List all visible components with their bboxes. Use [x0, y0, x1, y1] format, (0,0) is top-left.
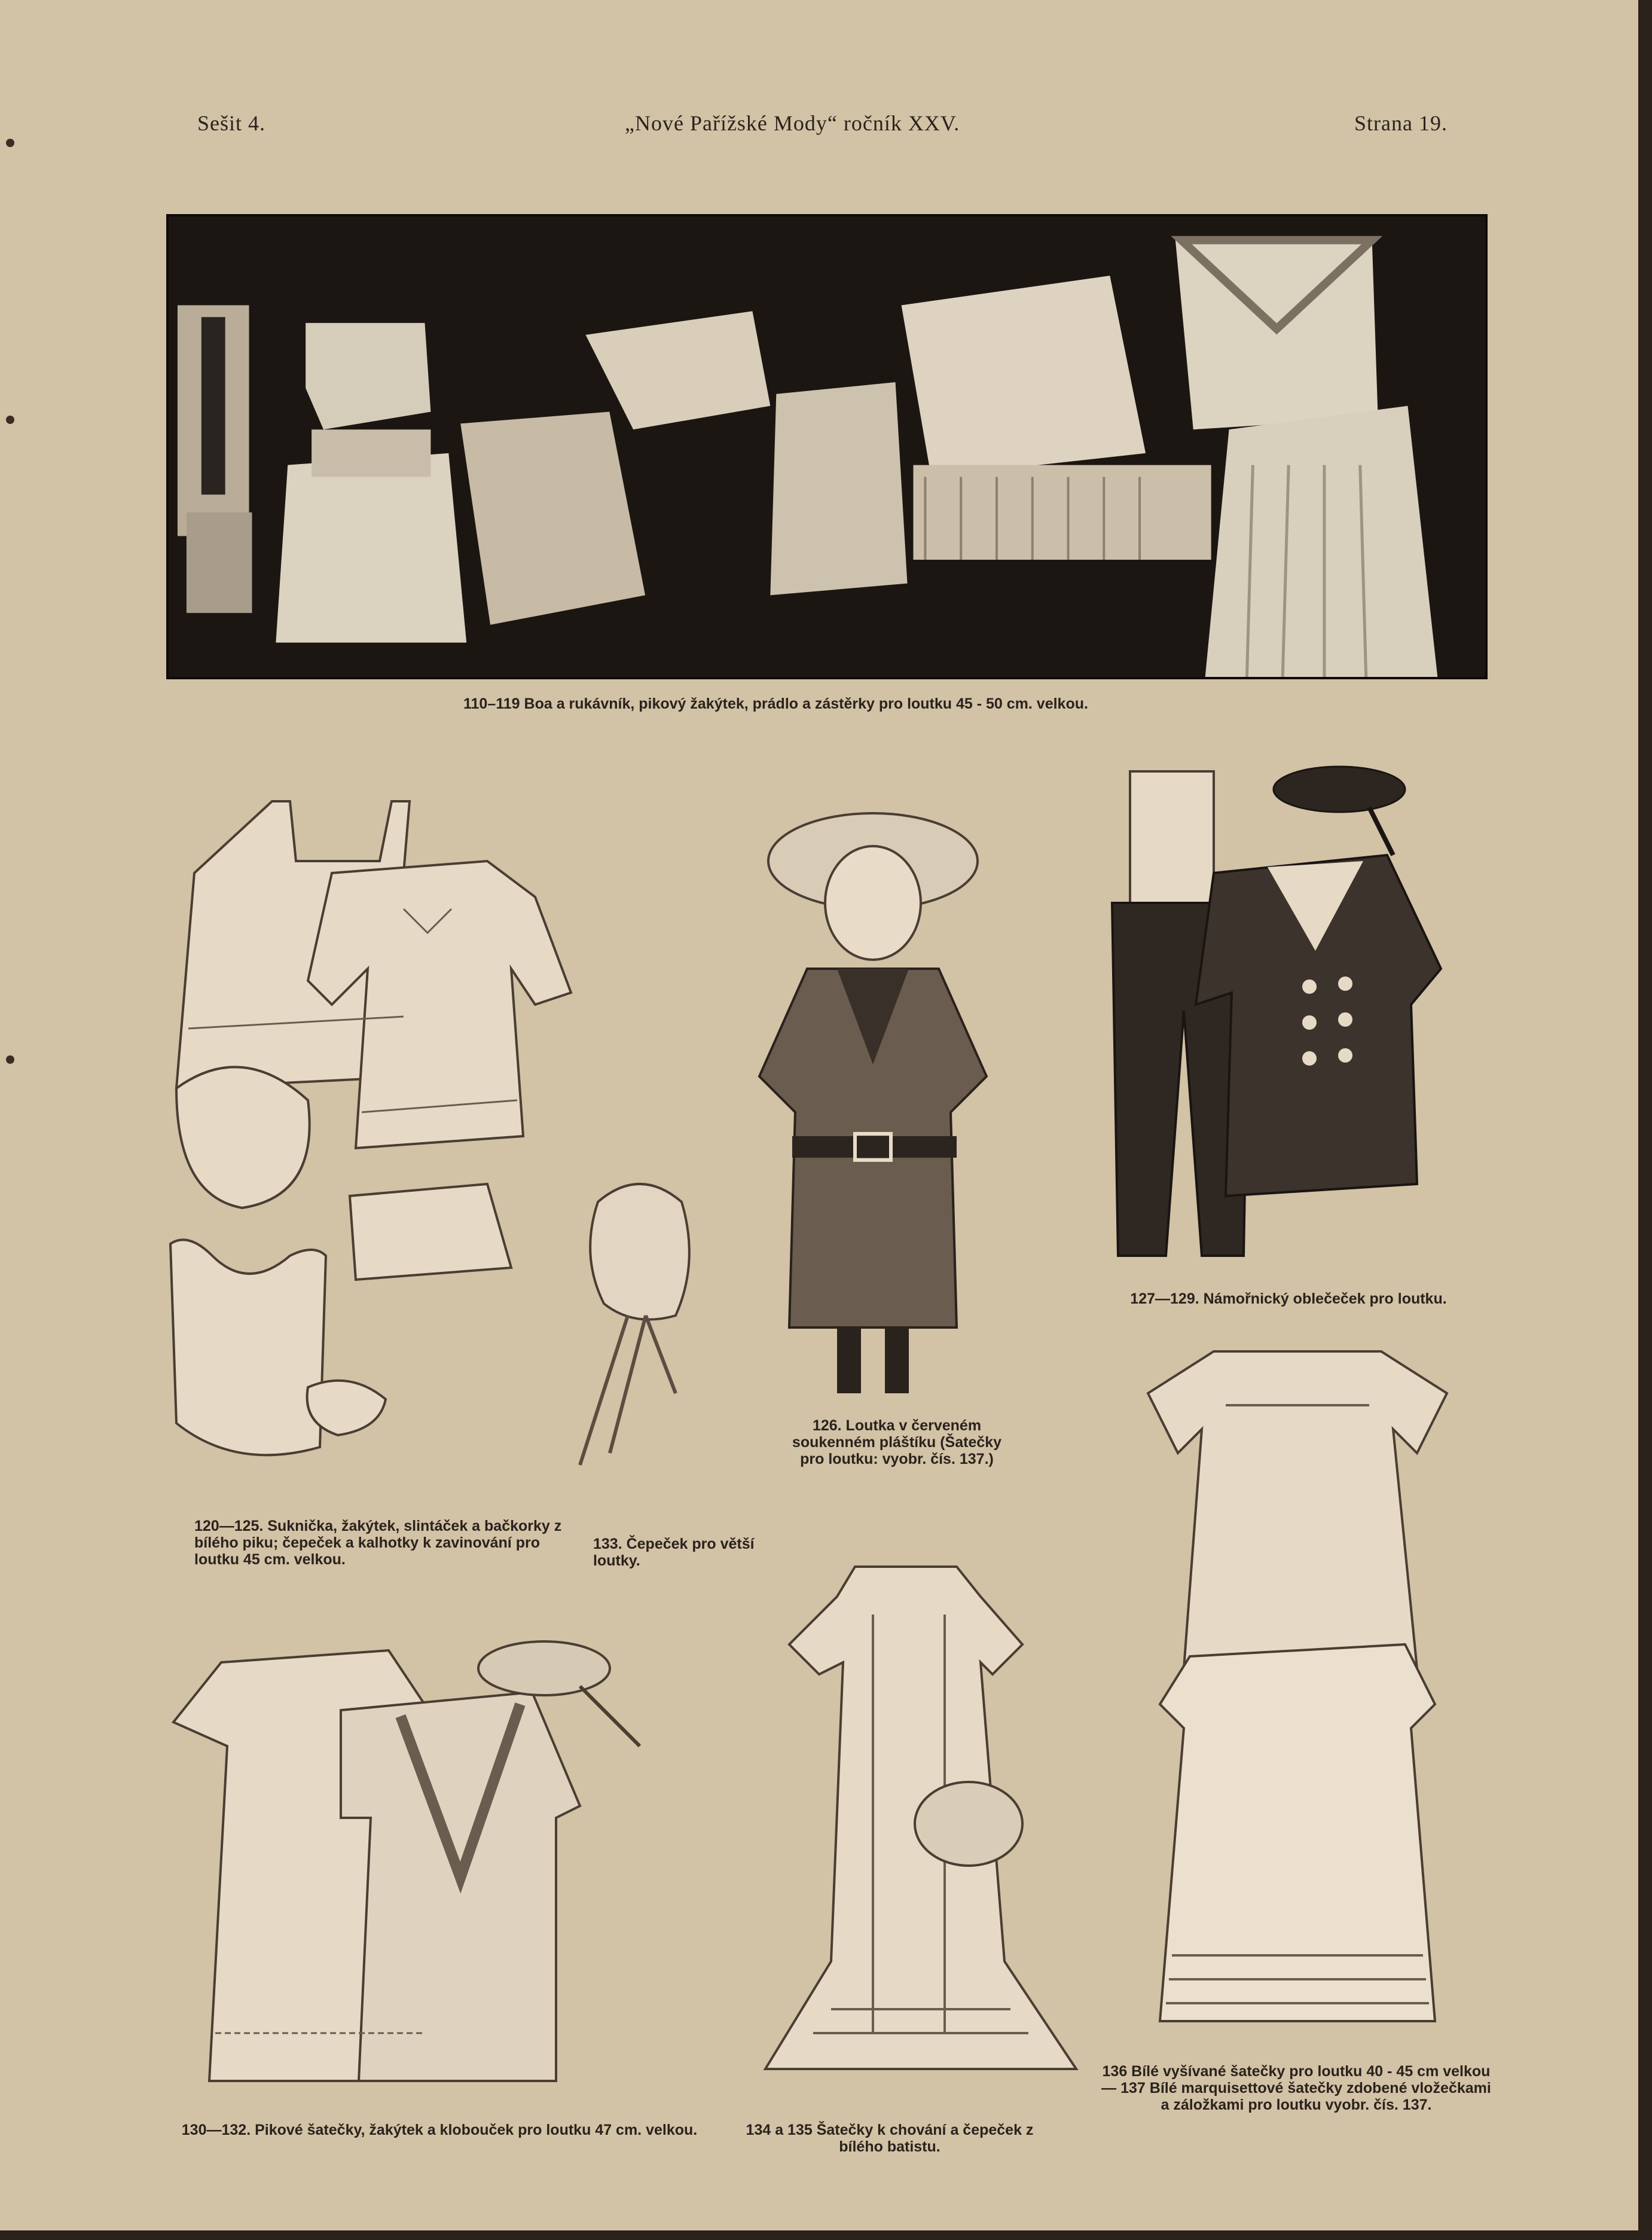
caption-136-137: 136 Bílé vyšívané šatečky pro loutku 40 - 45 cm velkou — 137 Bílé marquisettové šatečky zdobené vložečkami a záložkami pro loutku vyobr. čís. 137.: [1101, 2063, 1491, 2113]
pique-set-drawing: [161, 1626, 700, 2105]
magazine-title: „Nové Pařížské Mody“ ročník XXV.: [625, 111, 960, 135]
illustration-136-137: [1136, 1333, 1459, 2039]
illustration-130-132: [161, 1626, 700, 2105]
caption-126: 126. Loutka v červeném soukenném pláštíku (Šatečky pro loutku: vyobr. čís. 137.): [792, 1417, 1002, 1467]
bonnet-drawing: [556, 1166, 729, 1477]
page-bottom-edge: [0, 2230, 1652, 2240]
illustration-134-135: [741, 1543, 1100, 2105]
photo-doll-clothing: [166, 214, 1488, 679]
christening-gown-drawing: [741, 1543, 1100, 2105]
illustration-133: [556, 1166, 729, 1477]
sailor-outfit-drawing: [1106, 753, 1477, 1268]
caption-133: 133. Čepeček pro větší loutky.: [593, 1536, 755, 1569]
illustration-127-129: [1106, 753, 1477, 1268]
doll-drawing: [735, 777, 1016, 1411]
binding-mark: [6, 1055, 14, 1064]
embroidered-dresses-drawing: [1136, 1333, 1459, 2039]
caption-134-135: 134 a 135 Šatečky k chování a čepeček z bílého batistu.: [746, 2122, 1034, 2155]
issue-number: Sešit 4.: [197, 111, 266, 135]
caption-130-132: 130—132. Pikové šatečky, žakýtek a klobouček pro loutku 47 cm. velkou.: [181, 2122, 698, 2138]
binding-mark: [6, 416, 14, 424]
illustration-126: [735, 777, 1016, 1411]
page-number: Strana 19.: [1354, 111, 1448, 135]
photo-graphic: [169, 216, 1485, 677]
page-right-edge: [1638, 0, 1652, 2240]
caption-120-125: 120—125. Suknička, žakýtek, slintáček a bačkorky z bílého piku; čepeček a kalhotky k zavinování pro loutku 45 cm. velkou.: [194, 1518, 562, 1568]
caption-110-119: 110–119 Boa a rukávník, pikový žakýtek, prádlo a zástěrky pro loutku 45 - 50 cm. velkou.: [463, 695, 1088, 712]
caption-127-129: 127—129. Námořnický oblečeček pro loutku.: [1130, 1290, 1447, 1307]
binding-mark: [6, 139, 14, 147]
